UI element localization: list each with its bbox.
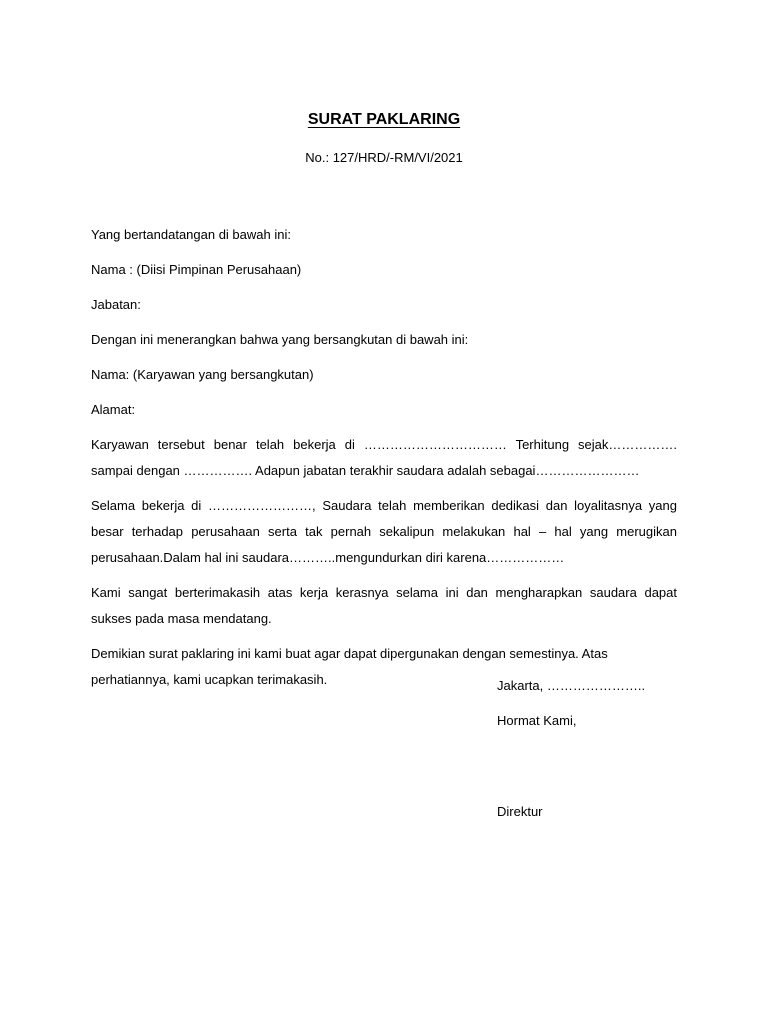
regards-line: Hormat Kami,: [497, 713, 577, 728]
signer-name-line: Nama : (Diisi Pimpinan Perusahaan): [91, 262, 302, 277]
employment-paragraph: Karyawan tersebut benar telah bekerja di …………………………… Terhitung sejak……………. sampai dengan ……………. Adapun jabatan terakhir saudara adalah sebagai……………………: [91, 437, 677, 478]
employee-address-line: Alamat:: [91, 402, 136, 417]
letter-title: SURAT PAKLARING: [307, 111, 461, 128]
dedication-paragraph: Selama bekerja di ……………………, Saudara telah memberikan dedikasi dan loyalitasnya yang besar terhadap perusahaan serta tak pernah sekalipun melakukan hal – hal yang merugikan perusahaan.Dalam hal ini saudara………..mengundurkan diri karena………………: [91, 498, 677, 565]
place-date: Jakarta, …………………..: [497, 678, 646, 693]
signer-position-line: Jabatan:: [91, 297, 141, 312]
letter-number: No.: 127/HRD/-RM/VI/2021: [305, 150, 463, 165]
employee-name-line: Nama: (Karyawan yang bersangkutan): [91, 367, 314, 382]
signatory-title: Direktur: [497, 804, 543, 819]
declaration-line: Dengan ini menerangkan bahwa yang bersangkutan di bawah ini:: [91, 332, 469, 347]
intro-line: Yang bertandatangan di bawah ini:: [91, 227, 291, 242]
letter-body: [91, 222, 677, 702]
thanks-paragraph: Kami sangat berterimakasih atas kerja kerasnya selama ini dan mengharapkan saudara dapat sukses pada masa mendatang.: [91, 585, 677, 626]
closing-paragraph: Demikian surat paklaring ini kami buat agar dapat dipergunakan dengan semestinya. Atas perhatiannya, kami ucapkan terimakasih.: [91, 646, 608, 687]
